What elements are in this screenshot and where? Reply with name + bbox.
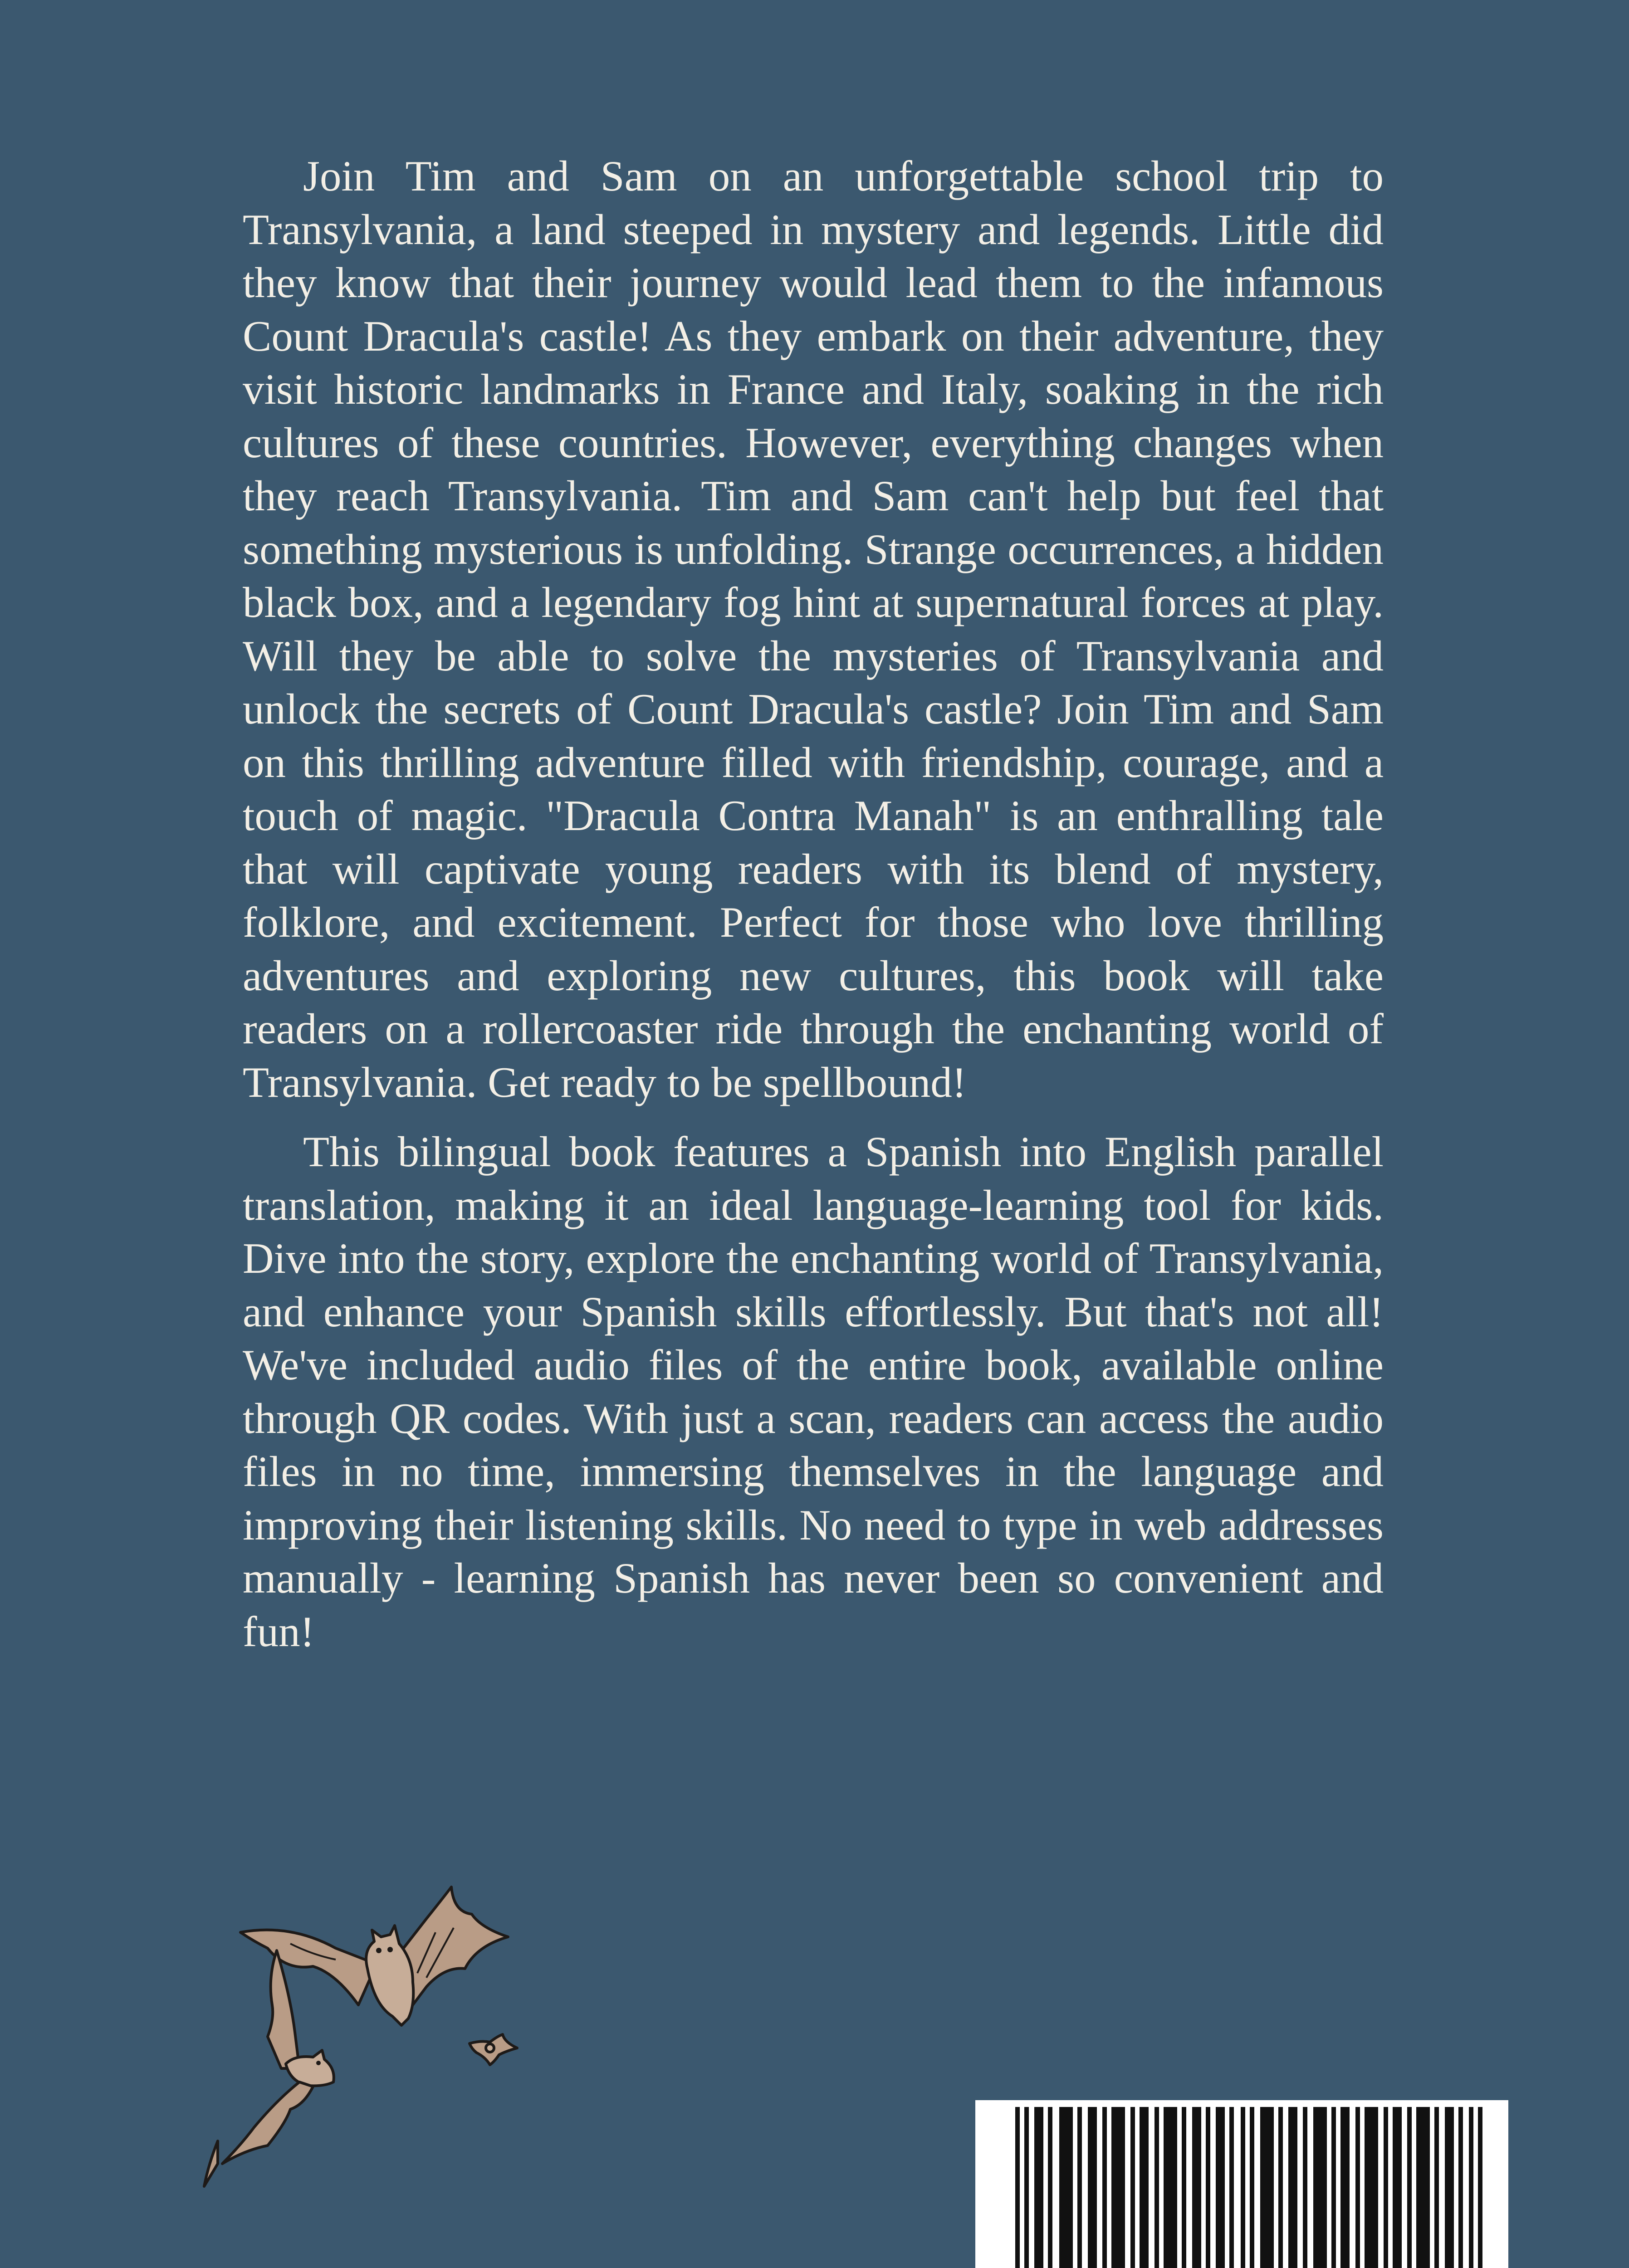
description-paragraph-2: This bilingual book features a Spanish into English parallel translation, making it an ideal language-learning tool for kids. Dive into the story, explore the enchanting world of Transylvania, and enhance your Spanish skills effortlessly. But that's not all! We've included audio files of the entire book, available online through QR codes. With just a scan, readers can access the audio files in no time, immersing themselves in the language and improving their listening skills. No need to type in web addresses manually - learning Spanish has never been so convenient and fun! xyxy=(243,1128,1384,1656)
description-paragraph-1: Join Tim and Sam on an unforgettable school trip to Transylvania, a land steeped in mystery and legends. Little did they know that their journey would lead them to the infamous Count Dracula's castle! As they embark on their adventure, they visit historic landmarks in France and Italy, soaking in the rich cultures of these countries. However, everything changes when they reach Transylvania. Tim and Sam can't help but feel that something mysterious is unfolding. Strange occurrences, a hidden black box, and a legendary fog hint at supernatural forces at play. Will they be able to solve the mysteries of Transylvania and unlock the secrets of Count Dracula's castle? Join Tim and Sam on this thrilling adventure filled with friendship, courage, and a touch of magic. "Dracula Contra Manah" is an enthralling tale that will captivate young readers with its blend of mystery, folklore, and excitement. Perfect for those who love thrilling adventures and exploring new cultures, this book will take readers on a rollercoaster ride through the enchanting world of Transylvania. Get ready to be spellbound! xyxy=(243,152,1384,1106)
isbn-barcode xyxy=(975,2100,1508,2268)
book-description xyxy=(243,150,1384,1658)
bats-icon xyxy=(200,1869,544,2209)
small-bat xyxy=(470,2034,517,2065)
barcode-bars xyxy=(975,2100,1508,2268)
medium-bat xyxy=(204,1950,334,2186)
